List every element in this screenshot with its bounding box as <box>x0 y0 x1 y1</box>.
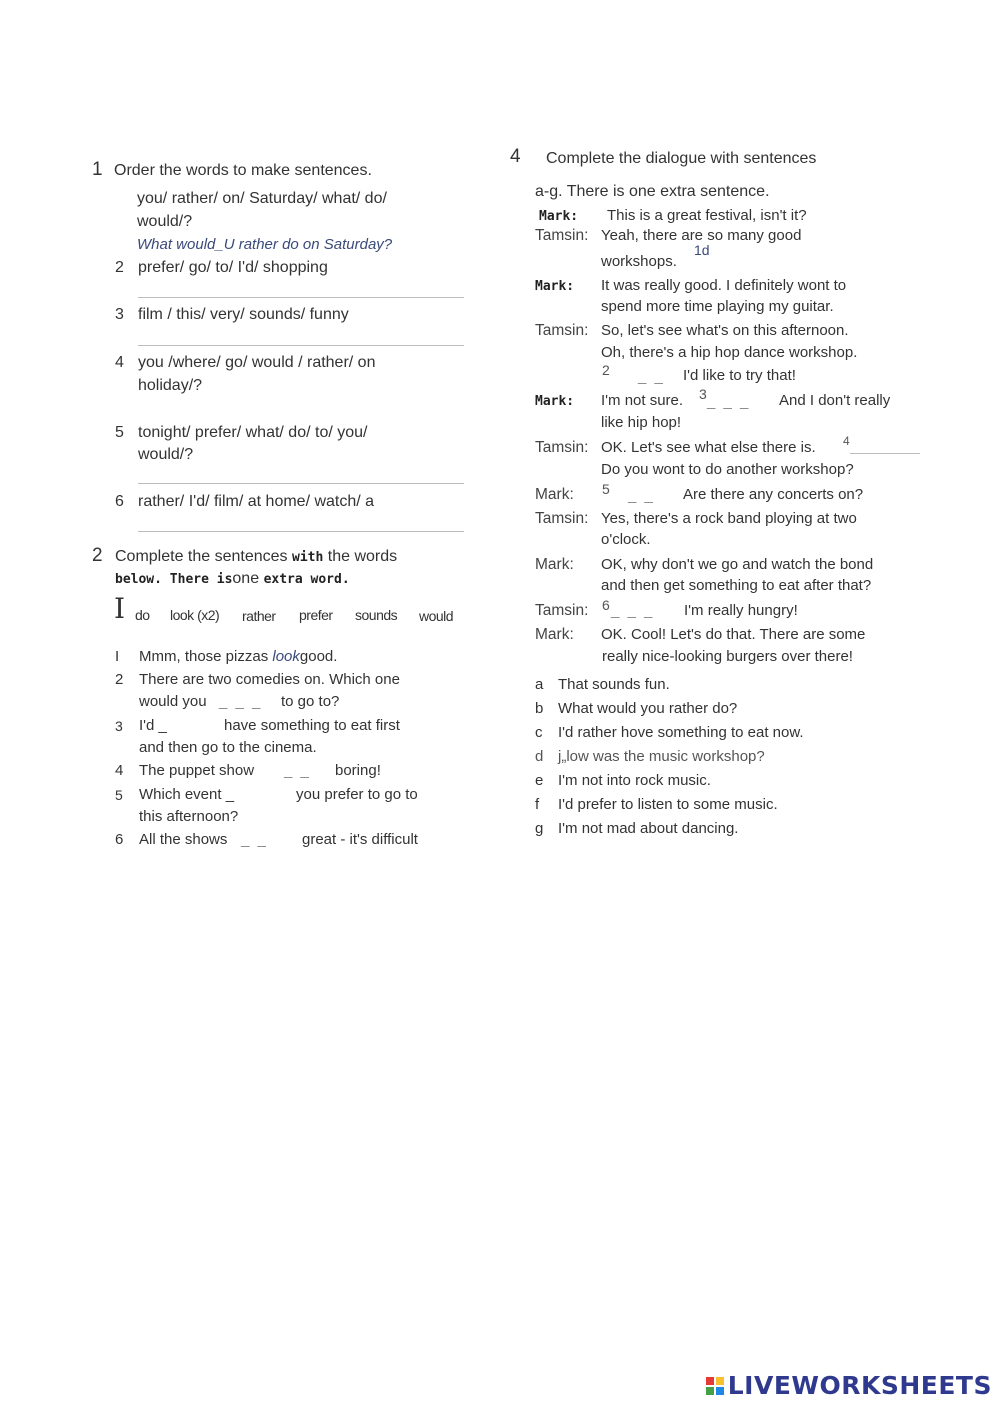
option-e-letter: e <box>535 772 544 789</box>
s2-instr-with: with <box>292 550 324 565</box>
option-b-letter: b <box>535 700 544 717</box>
s2-item-5-line-2: this afternoon? <box>139 808 239 825</box>
dialogue-4-line-3: I'd like to try that! <box>683 367 796 384</box>
dialogue-7-line-1: Are there any concerts on? <box>683 486 864 503</box>
logo-text: LIVEWORKSHEETS <box>727 1371 992 1400</box>
section-1-instruction: Order the words to make sentences. <box>114 162 372 179</box>
dialogue-7-gap-number: 5 <box>602 481 610 497</box>
dialogue-8-line-2: o'clock. <box>601 531 651 548</box>
s1-item-4-words-line-2: holiday/? <box>138 377 203 394</box>
s1-item-5-words-line-2: would/? <box>138 446 194 463</box>
dialogue-11-line-1: OK. Cool! Let's do that. There are some <box>601 626 866 643</box>
section-2-instruction <box>115 548 397 566</box>
option-d-text: j„low was the music workshop? <box>558 748 765 765</box>
logo-square-yellow <box>716 1377 724 1385</box>
s2-item-3-line-2: and then go to the cinema. <box>139 739 317 756</box>
dialogue-9-speaker: Mark: <box>535 556 574 573</box>
s2-item-2-line-2-before: would you <box>139 693 207 710</box>
s2-item-1-number: I <box>115 648 120 665</box>
logo-square-red <box>706 1377 714 1385</box>
dialogue-1-text: This is a great festival, isn't it? <box>607 207 807 224</box>
s1-item-3-number: 3 <box>115 306 124 323</box>
liveworksheets-logo[interactable] <box>706 1371 992 1400</box>
s1-item-2-number: 2 <box>115 259 124 276</box>
dialogue-8-line-1: Yes, there's a rock band ploying at two <box>601 510 857 527</box>
word-prefer: prefer <box>299 607 333 623</box>
s2-instr-line2-c: extra word. <box>263 572 350 587</box>
dialogue-4-line-2: Oh, there's a hip hop dance workshop. <box>601 344 858 361</box>
dialogue-2-speaker: Tamsin: <box>535 227 589 244</box>
dialogue-11-speaker: Mark: <box>535 626 574 643</box>
dialogue-3-line-1: It was really good. I definitely wont to <box>601 277 847 294</box>
dialogue-7-speaker: Mark: <box>535 486 574 503</box>
logo-squares-icon <box>706 1377 724 1395</box>
s2-instr-a: Complete the sentences <box>115 548 288 565</box>
dialogue-7-gap[interactable]: _ _ <box>628 487 655 504</box>
section-4-instruction: Complete the dialogue with sentences <box>546 150 817 167</box>
s1-item-6-answer-line[interactable] <box>138 531 464 532</box>
dialogue-4-gap-number: 2 <box>602 362 610 378</box>
dialogue-3-speaker: Mark: <box>535 279 575 294</box>
dialogue-10-line-1: I'm really hungry! <box>684 602 798 619</box>
s1-item-5-words: tonight/ prefer/ what/ do/ to/ you/ <box>138 424 368 441</box>
option-f-letter: f <box>535 796 540 813</box>
dialogue-9-line-1: OK, why don't we go and watch the bond <box>601 556 874 573</box>
dialogue-10-speaker: Tamsin: <box>535 602 589 619</box>
option-c-text: I'd rather hove something to eat now. <box>558 724 804 741</box>
dialogue-6-speaker: Tamsin: <box>535 439 589 456</box>
dialogue-6-line-2: Do you wont to do another workshop? <box>601 461 854 478</box>
s2-item-1-answer: look <box>272 648 300 665</box>
s2-item-6-after: great - it's difficult <box>302 831 418 848</box>
dialogue-2-line-2: workshops. <box>601 253 677 270</box>
dialogue-4-line-1: So, let's see what's on this afternoon. <box>601 322 849 339</box>
example-line-2: would/? <box>137 213 193 230</box>
s1-item-3-answer-line[interactable] <box>138 345 464 346</box>
logo-square-blue <box>716 1387 724 1395</box>
dialogue-10-gap[interactable]: _ _ _ <box>611 602 655 619</box>
dialogue-1-speaker: Mark: <box>539 209 579 224</box>
example-line-1: you/ rather/ on/ Saturday/ what/ do/ <box>137 190 387 207</box>
option-c-letter: c <box>535 724 543 741</box>
dialogue-3-line-2: spend more time playing my guitar. <box>601 298 834 315</box>
s2-item-5-before[interactable]: Which event _ <box>139 786 235 803</box>
dialogue-2-answer: 1d <box>694 242 710 258</box>
s2-item-5-number: 5 <box>115 787 123 803</box>
s1-item-4-words: you /where/ go/ would / rather/ on <box>138 354 376 371</box>
dialogue-5-line-1a: I'm not sure. <box>601 392 684 409</box>
s2-instr-line2-a: below. There is <box>115 572 233 587</box>
s1-item-5-answer-line[interactable] <box>138 483 464 484</box>
s1-item-2-answer-line[interactable] <box>138 297 464 298</box>
option-a-letter: a <box>535 676 544 693</box>
dialogue-6-gap[interactable] <box>850 453 920 454</box>
dialogue-5-line-2: like hip hop! <box>601 414 682 431</box>
dialogue-4-speaker: Tamsin: <box>535 322 589 339</box>
word-box-bracket: I <box>114 592 126 625</box>
word-rather: rather <box>242 608 276 624</box>
s2-item-2-blank[interactable]: _ _ _ <box>219 693 263 710</box>
dialogue-5-speaker: Mark: <box>535 394 575 409</box>
dialogue-2-line-1: Yeah, there are so many good <box>601 227 802 244</box>
option-g-text: I'm not mad about dancing. <box>558 820 739 837</box>
section-1-number: 1 <box>92 159 103 180</box>
s2-item-4-blank[interactable]: _ _ <box>284 762 311 779</box>
s2-item-1-after: good. <box>299 648 338 665</box>
dialogue-8-speaker: Tamsin: <box>535 510 589 527</box>
s1-item-6-words: rather/ I'd/ film/ at home/ watch/ a <box>138 493 375 510</box>
s2-item-4-before: The puppet show <box>139 762 255 779</box>
s2-item-1-text <box>139 648 337 665</box>
s1-item-4-number: 4 <box>115 354 124 371</box>
section-4-number: 4 <box>510 146 521 167</box>
option-e-text: I'm not into rock music. <box>558 772 711 789</box>
s2-instr-b: the words <box>327 548 398 565</box>
option-b-text: What would you rather do? <box>558 700 738 717</box>
s1-item-3-words: film / this/ very/ sounds/ funny <box>138 306 349 323</box>
s2-item-3-after: have something to eat first <box>224 717 400 734</box>
dialogue-9-line-2: and then get something to eat after that? <box>601 577 872 594</box>
dialogue-5-gap[interactable]: _ _ _ <box>707 393 751 410</box>
s1-item-6-number: 6 <box>115 493 124 510</box>
dialogue-4-gap[interactable]: _ _ <box>638 368 665 385</box>
dialogue-6-gap-number: 4 <box>843 434 850 448</box>
s2-item-2-line-2-after: to go to? <box>281 693 340 710</box>
s2-item-6-blank[interactable]: _ _ <box>241 831 268 848</box>
s1-item-5-number: 5 <box>115 424 124 441</box>
dialogue-11-line-2: really nice-looking burgers over there! <box>602 648 853 665</box>
word-do: do <box>135 607 150 623</box>
s2-item-4-after: boring! <box>335 762 381 779</box>
dialogue-5-line-1b: And I don't really <box>779 392 891 409</box>
dialogue-5-gap-number: 3 <box>699 386 707 402</box>
s2-item-4-number: 4 <box>115 762 124 779</box>
dialogue-6-line-1: OK. Let's see what else there is. <box>601 439 816 456</box>
option-d-letter: d <box>535 748 544 765</box>
s2-item-6-before: All the shows <box>139 831 228 848</box>
section-4-instruction-2: a-g. There is one extra sentence. <box>535 183 770 200</box>
s2-item-5-after: you prefer to go to <box>296 786 418 803</box>
section-2-number: 2 <box>92 545 103 566</box>
section-2-instruction-line-2 <box>115 570 350 588</box>
word-would: would <box>419 608 454 624</box>
s2-instr-line2-b: one <box>232 570 260 587</box>
option-g-letter: g <box>535 820 544 837</box>
s2-item-3-before[interactable]: I'd _ <box>139 717 167 734</box>
s2-item-3-number: 3 <box>115 718 123 734</box>
word-sounds: sounds <box>355 607 398 623</box>
s2-item-2-number: 2 <box>115 671 124 688</box>
dialogue-10-gap-number: 6 <box>602 597 610 613</box>
option-a-text: That sounds fun. <box>558 676 670 693</box>
example-answer: What would_U rather do on Saturday? <box>137 236 393 253</box>
logo-square-green <box>706 1387 714 1395</box>
option-f-text: I'd prefer to listen to some music. <box>558 796 778 813</box>
s2-item-2-line-1: There are two comedies on. Which one <box>139 671 400 688</box>
s2-item-1-before: Mmm, those pizzas <box>139 648 269 665</box>
s1-item-2-words: prefer/ go/ to/ I'd/ shopping <box>138 259 328 276</box>
s2-item-6-number: 6 <box>115 831 124 848</box>
word-look: look (x2) <box>170 607 220 623</box>
